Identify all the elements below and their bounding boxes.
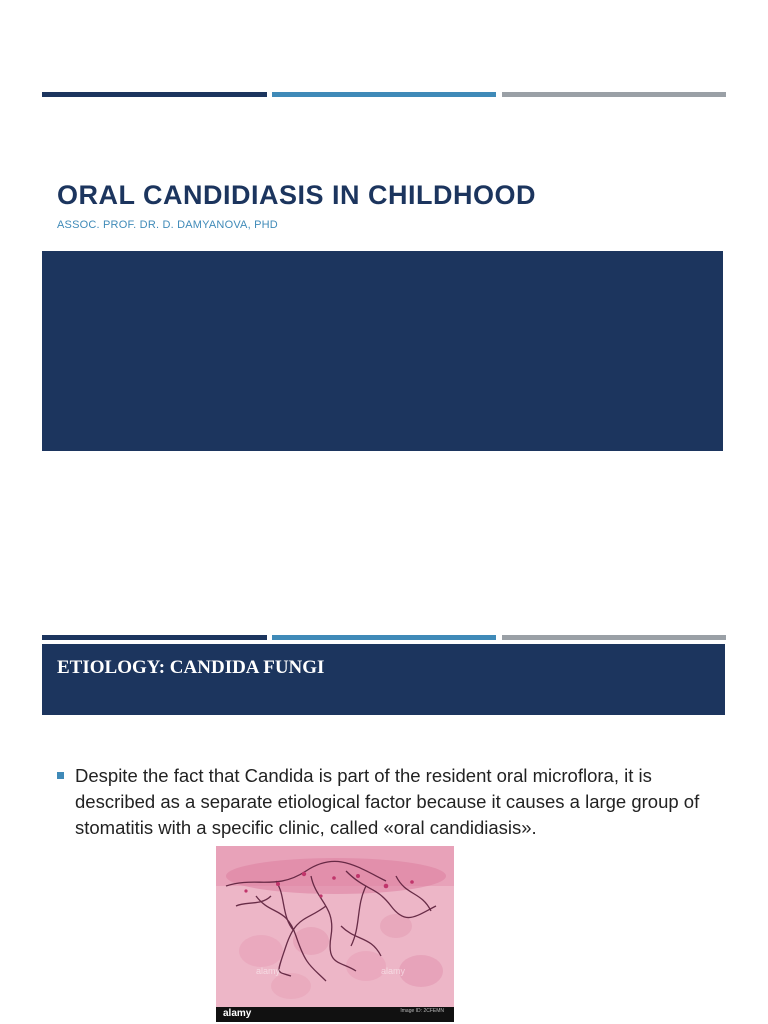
accent-bar-teal — [272, 92, 496, 97]
square-bullet-icon — [57, 772, 64, 779]
stock-image-id: Image ID: 2CFEMN — [400, 1008, 444, 1014]
slide-subtitle: ASSOC. PROF. DR. D. DAMYANOVA, PHD — [57, 219, 278, 231]
slide-title: ORAL CANDIDIASIS IN CHILDHOOD — [57, 180, 537, 210]
stock-photo-bar — [216, 1007, 454, 1022]
image-watermark: alamy — [256, 966, 281, 976]
accent-bar-gray — [502, 92, 726, 97]
accent-bar-navy — [42, 635, 267, 640]
accent-bar-navy — [42, 92, 267, 97]
title-color-block — [42, 251, 723, 451]
micrograph-image — [216, 846, 454, 1022]
image-watermark: alamy — [381, 966, 406, 976]
accent-bar-gray — [502, 635, 726, 640]
etiology-slide — [0, 512, 768, 1024]
candida-micrograph — [216, 846, 454, 1022]
stock-logo: alamy — [223, 1008, 252, 1019]
bullet-text: Despite the fact that Candida is part of the resident oral microflora, it is described as a separate etiological factor because it causes a large group of stomatitis with a specific clinic, called «oral candidiasis». — [75, 765, 700, 838]
slide-heading: ETIOLOGY: CANDIDA FUNGI — [57, 657, 325, 678]
slide-header — [42, 644, 725, 715]
bullet-item — [57, 763, 717, 841]
accent-bar-teal — [272, 635, 496, 640]
